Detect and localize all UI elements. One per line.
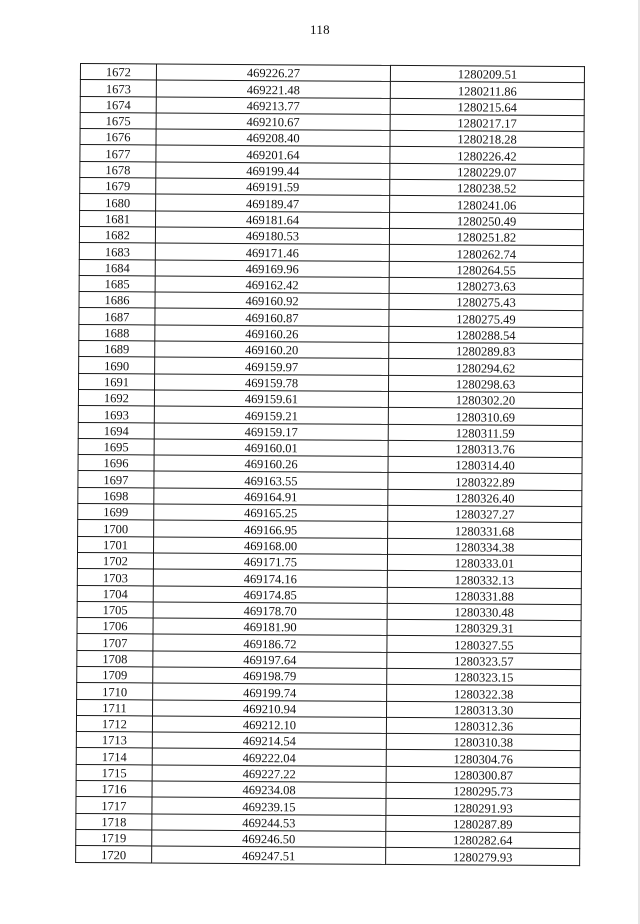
y-coordinate-cell: 1280323.57 <box>387 652 581 669</box>
x-coordinate-cell: 469159.61 <box>154 390 388 408</box>
y-coordinate-cell: 1280294.62 <box>389 359 583 376</box>
x-coordinate-cell: 469181.64 <box>156 211 390 229</box>
x-coordinate-cell: 469199.74 <box>153 683 387 701</box>
x-coordinate-cell: 469160.92 <box>155 292 389 310</box>
y-coordinate-cell: 1280241.06 <box>390 196 584 213</box>
point-number-cell: 1694 <box>78 422 154 439</box>
point-number-cell: 1699 <box>78 504 154 521</box>
point-number-cell: 1678 <box>80 161 156 178</box>
x-coordinate-cell: 469227.22 <box>152 765 386 783</box>
point-number-cell: 1715 <box>76 764 152 781</box>
y-coordinate-cell: 1280331.68 <box>388 522 582 539</box>
point-number-cell: 1714 <box>76 748 152 765</box>
point-number-cell: 1716 <box>76 781 152 798</box>
x-coordinate-cell: 469160.87 <box>155 308 389 326</box>
y-coordinate-cell: 1280217.17 <box>390 114 584 131</box>
y-coordinate-cell: 1280327.27 <box>388 505 582 522</box>
y-coordinate-cell: 1280302.20 <box>388 391 582 408</box>
point-number-cell: 1701 <box>78 536 154 553</box>
point-number-cell: 1675 <box>80 112 156 129</box>
x-coordinate-cell: 469221.48 <box>156 80 390 98</box>
y-coordinate-cell: 1280323.15 <box>387 668 581 685</box>
table-row <box>76 846 580 865</box>
x-coordinate-cell: 469189.47 <box>156 194 390 212</box>
x-coordinate-cell: 469212.10 <box>152 716 386 734</box>
point-number-cell: 1717 <box>76 797 152 814</box>
point-number-cell: 1720 <box>76 846 152 863</box>
point-number-cell: 1703 <box>77 569 153 586</box>
x-coordinate-cell: 469191.59 <box>156 178 390 196</box>
y-coordinate-cell: 1280333.01 <box>387 554 581 571</box>
x-coordinate-cell: 469246.50 <box>152 830 386 848</box>
point-number-cell: 1709 <box>77 666 153 683</box>
x-coordinate-cell: 469239.15 <box>152 797 386 815</box>
y-coordinate-cell: 1280300.87 <box>386 766 580 783</box>
x-coordinate-cell: 469197.64 <box>153 651 387 669</box>
point-number-cell: 1673 <box>80 80 156 97</box>
point-number-cell: 1690 <box>79 357 155 374</box>
x-coordinate-cell: 469180.53 <box>155 227 389 245</box>
point-number-cell: 1672 <box>80 64 156 81</box>
page-number: 118 <box>310 22 330 37</box>
x-coordinate-cell: 469160.26 <box>154 455 388 473</box>
x-coordinate-cell: 469171.75 <box>153 553 387 571</box>
x-coordinate-cell: 469160.26 <box>155 325 389 343</box>
y-coordinate-cell: 1280295.73 <box>386 782 580 799</box>
point-number-cell: 1680 <box>80 194 156 211</box>
y-coordinate-cell: 1280311.59 <box>388 424 582 441</box>
x-coordinate-cell: 469247.51 <box>152 846 386 864</box>
x-coordinate-cell: 469159.17 <box>154 422 388 440</box>
x-coordinate-cell: 469164.91 <box>154 488 388 506</box>
x-coordinate-cell: 469226.27 <box>156 64 390 82</box>
y-coordinate-cell: 1280313.30 <box>387 701 581 718</box>
point-number-cell: 1679 <box>80 178 156 195</box>
x-coordinate-cell: 469199.44 <box>156 162 390 180</box>
x-coordinate-cell: 469214.54 <box>152 732 386 750</box>
x-coordinate-cell: 469162.42 <box>155 276 389 294</box>
point-number-cell: 1712 <box>76 715 152 732</box>
x-coordinate-cell: 469166.95 <box>154 520 388 538</box>
x-coordinate-cell: 469222.04 <box>152 748 386 766</box>
y-coordinate-cell: 1280332.13 <box>387 571 581 588</box>
x-coordinate-cell: 469244.53 <box>152 814 386 832</box>
x-coordinate-cell: 469165.25 <box>154 504 388 522</box>
point-number-cell: 1682 <box>79 226 155 243</box>
y-coordinate-cell: 1280334.38 <box>388 538 582 555</box>
x-coordinate-cell: 469234.08 <box>152 781 386 799</box>
y-coordinate-cell: 1280304.76 <box>386 750 580 767</box>
x-coordinate-cell: 469159.78 <box>155 374 389 392</box>
x-coordinate-cell: 469181.90 <box>153 618 387 636</box>
x-coordinate-cell: 469208.40 <box>156 129 390 147</box>
x-coordinate-cell: 469159.97 <box>155 357 389 375</box>
point-number-cell: 1691 <box>79 373 155 390</box>
y-coordinate-cell: 1280287.89 <box>386 815 580 832</box>
y-coordinate-cell: 1280275.49 <box>389 310 583 327</box>
point-number-cell: 1711 <box>77 699 153 716</box>
y-coordinate-cell: 1280275.43 <box>389 294 583 311</box>
y-coordinate-cell: 1280282.64 <box>386 831 580 848</box>
x-coordinate-cell: 469171.46 <box>155 243 389 261</box>
point-number-cell: 1684 <box>79 259 155 276</box>
y-coordinate-cell: 1280327.55 <box>387 636 581 653</box>
point-number-cell: 1689 <box>79 341 155 358</box>
x-coordinate-cell: 469201.64 <box>156 145 390 163</box>
point-number-cell: 1704 <box>77 585 153 602</box>
y-coordinate-cell: 1280312.36 <box>386 717 580 734</box>
x-coordinate-cell: 469168.00 <box>154 537 388 555</box>
x-coordinate-cell: 469169.96 <box>155 260 389 278</box>
y-coordinate-cell: 1280326.40 <box>388 489 582 506</box>
point-number-cell: 1707 <box>77 634 153 651</box>
point-number-cell: 1708 <box>77 650 153 667</box>
y-coordinate-cell: 1280218.28 <box>390 131 584 148</box>
y-coordinate-cell: 1280215.64 <box>390 98 584 115</box>
point-number-cell: 1696 <box>78 455 154 472</box>
y-coordinate-cell: 1280279.93 <box>386 848 580 865</box>
point-number-cell: 1698 <box>78 487 154 504</box>
point-number-cell: 1718 <box>76 813 152 830</box>
point-number-cell: 1702 <box>77 552 153 569</box>
x-coordinate-cell: 469186.72 <box>153 634 387 652</box>
y-coordinate-cell: 1280298.63 <box>389 375 583 392</box>
point-number-cell: 1677 <box>80 145 156 162</box>
y-coordinate-cell: 1280329.31 <box>387 619 581 636</box>
x-coordinate-cell: 469163.55 <box>154 471 388 489</box>
point-number-cell: 1706 <box>77 618 153 635</box>
y-coordinate-cell: 1280288.54 <box>389 326 583 343</box>
y-coordinate-cell: 1280238.52 <box>390 179 584 196</box>
point-number-cell: 1710 <box>77 683 153 700</box>
y-coordinate-cell: 1280291.93 <box>386 799 580 816</box>
x-coordinate-cell: 469160.20 <box>155 341 389 359</box>
x-coordinate-cell: 469178.70 <box>153 602 387 620</box>
coordinate-table <box>75 63 585 866</box>
y-coordinate-cell: 1280211.86 <box>390 82 584 99</box>
y-coordinate-cell: 1280289.83 <box>389 342 583 359</box>
point-number-cell: 1693 <box>78 406 154 423</box>
x-coordinate-cell: 469213.77 <box>156 97 390 115</box>
x-coordinate-cell: 469174.16 <box>153 569 387 587</box>
y-coordinate-cell: 1280310.69 <box>388 408 582 425</box>
y-coordinate-cell: 1280313.76 <box>388 440 582 457</box>
y-coordinate-cell: 1280322.89 <box>388 473 582 490</box>
point-number-cell: 1681 <box>80 210 156 227</box>
point-number-cell: 1719 <box>76 829 152 846</box>
point-number-cell: 1686 <box>79 292 155 309</box>
y-coordinate-cell: 1280314.40 <box>388 457 582 474</box>
y-coordinate-cell: 1280209.51 <box>390 65 584 82</box>
y-coordinate-cell: 1280250.49 <box>389 212 583 229</box>
x-coordinate-cell: 469159.21 <box>154 406 388 424</box>
point-number-cell: 1705 <box>77 601 153 618</box>
y-coordinate-cell: 1280226.42 <box>390 147 584 164</box>
point-number-cell: 1713 <box>76 732 152 749</box>
point-number-cell: 1685 <box>79 275 155 292</box>
y-coordinate-cell: 1280331.88 <box>387 587 581 604</box>
y-coordinate-cell: 1280322.38 <box>387 685 581 702</box>
point-number-cell: 1700 <box>78 520 154 537</box>
point-number-cell: 1676 <box>80 129 156 146</box>
point-number-cell: 1692 <box>78 389 154 406</box>
y-coordinate-cell: 1280310.38 <box>386 734 580 751</box>
point-number-cell: 1695 <box>78 438 154 455</box>
x-coordinate-cell: 469210.94 <box>153 700 387 718</box>
x-coordinate-cell: 469160.01 <box>154 439 388 457</box>
y-coordinate-cell: 1280330.48 <box>387 603 581 620</box>
x-coordinate-cell: 469210.67 <box>156 113 390 131</box>
point-number-cell: 1697 <box>78 471 154 488</box>
point-number-cell: 1683 <box>79 243 155 260</box>
y-coordinate-cell: 1280273.63 <box>389 277 583 294</box>
x-coordinate-cell: 469198.79 <box>153 667 387 685</box>
x-coordinate-cell: 469174.85 <box>153 585 387 603</box>
point-number-cell: 1674 <box>80 96 156 113</box>
y-coordinate-cell: 1280264.55 <box>389 261 583 278</box>
point-number-cell: 1688 <box>79 324 155 341</box>
coordinate-table-body <box>76 64 585 866</box>
y-coordinate-cell: 1280262.74 <box>389 245 583 262</box>
y-coordinate-cell: 1280251.82 <box>389 228 583 245</box>
point-number-cell: 1687 <box>79 308 155 325</box>
y-coordinate-cell: 1280229.07 <box>390 163 584 180</box>
